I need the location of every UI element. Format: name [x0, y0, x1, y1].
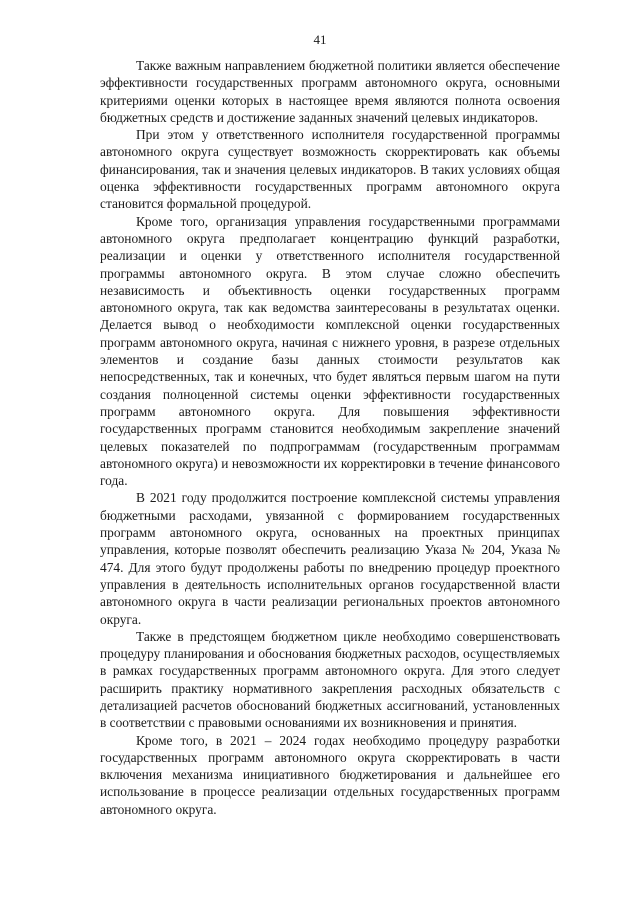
paragraph-initiative-budgeting: Кроме того, в 2021 – 2024 годах необходимо процедуру разработки государственных программ автономного округа скорректировать в части включения механизма инициативного бюджетирования и дальнейшее его использование в процессе реализации отдельных государственных программ автономного округа.	[100, 732, 560, 817]
paragraph-budget-policy: Также важным направлением бюджетной политики является обеспечение эффективности государственных программ автономного округа, основными критериями оценки которых в настоящее время являются полнота освоения бюджетных средств и достижение заданных значений целевых индикаторов.	[100, 58, 560, 125]
page-number: 41	[313, 32, 327, 47]
paragraph-2021-management-system: В 2021 году продолжится построение комплексной системы управления бюджетными расходами, увязанной с формированием государственных программ автономного округа, основанных на проектных принципах управления, которые позволят обеспечить реализацию Указа № 204, Указа № 474. Для этого будут продолжены работы по внедрению процедур проектного управления в деятельность исполнительных органов государственной власти автономного округа в части реализации региональных проектов автономного округа.	[100, 490, 560, 627]
paragraph-program-management: Кроме того, организация управления государственными программами автономного округа предполагает концентрацию функций разработки, реализации и оценки у ответственного исполнителя государственной программы автономного округа. В этом случае сложно обеспечить независимость и объективность оценки государственных программ автономного округа, так как ведомства заинтересованы в результатах оценки. Делается вывод о необходимости комплексной оценки государственных программ автономного округа, начиная с нижнего уровня, в разрезе отдельных элементов и создание базы данных стоимости результатов как непосредственных, так и конечных, что будет являться первым шагом на пути создания полноценной системы оценки эффективности государственных программ автономного округа. Для повышения эффективности государственных программ становится необходимым закрепление значений целевых показателей по подпрограммам (государственным программам автономного округа) и невозможности их корректировки в течение финансового года.	[100, 213, 560, 489]
paragraph-responsible-executor: При этом у ответственного исполнителя государственной программы автономного округа существует возможность скорректировать как объемы финансирования, так и значения целевых индикаторов. В таких условиях общая оценка эффективности государственных программ автономного округа становится формальной процедурой.	[100, 127, 560, 212]
paragraph-budget-cycle: Также в предстоящем бюджетном цикле необходимо совершенствовать процедуру планирования и обоснования бюджетных расходов, осуществляемых в рамках государственных программ автономного округа. Для этого следует расширить практику нормативного закрепления расходных обязательств с детализацией расчетов обоснований бюджетных ассигнований, установленных в соответствии с правовыми основаниями их возникновения и принятия.	[100, 628, 560, 731]
body-text	[100, 57, 560, 818]
